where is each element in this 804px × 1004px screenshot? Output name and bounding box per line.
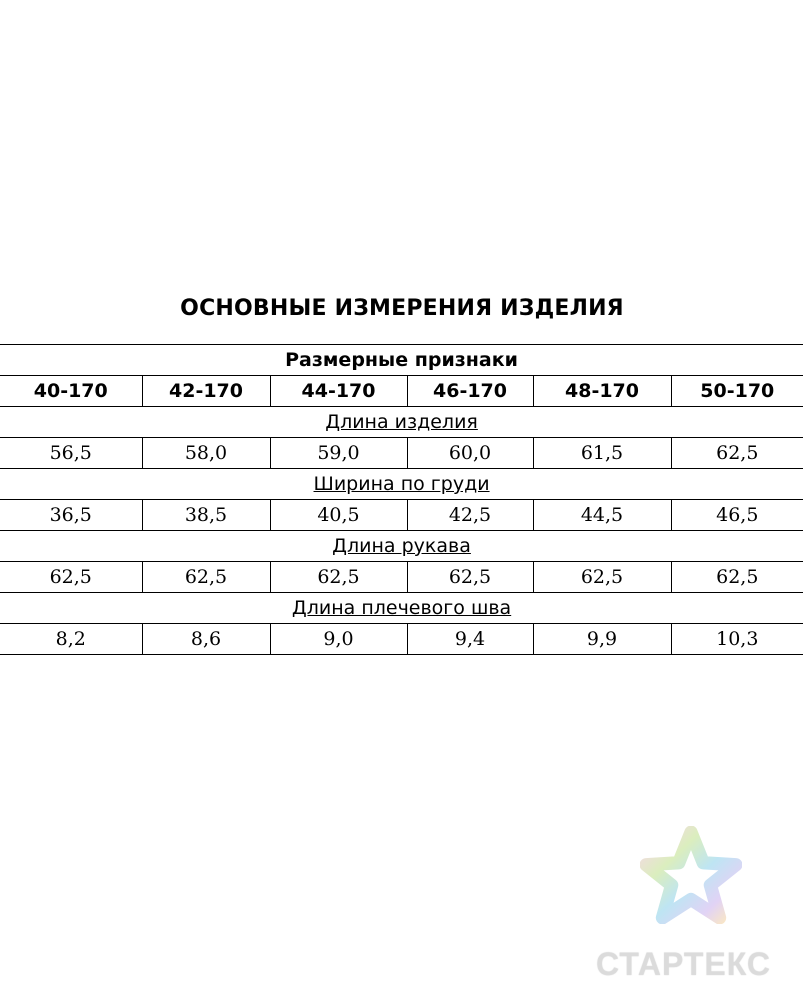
value-cell: 46,5	[671, 500, 803, 531]
value-cell: 8,6	[142, 624, 270, 655]
value-cell: 9,4	[407, 624, 533, 655]
table-header-row	[0, 345, 803, 376]
value-cell: 59,0	[270, 438, 407, 469]
table-row	[0, 624, 803, 655]
value-cell: 9,0	[270, 624, 407, 655]
measurements-table	[0, 344, 803, 655]
watermark-text: СТАРТЕКС	[596, 946, 771, 982]
table-row	[0, 500, 803, 531]
size-cell: 50-170	[671, 376, 803, 407]
section-row	[0, 407, 803, 438]
size-cell: 42-170	[142, 376, 270, 407]
value-cell: 42,5	[407, 500, 533, 531]
value-cell: 62,5	[142, 562, 270, 593]
sizes-row	[0, 376, 803, 407]
value-cell: 62,5	[533, 562, 671, 593]
value-cell: 62,5	[671, 438, 803, 469]
section-row	[0, 469, 803, 500]
value-cell: 62,5	[407, 562, 533, 593]
size-cell: 46-170	[407, 376, 533, 407]
section-title: Ширина по груди	[0, 469, 803, 500]
value-cell: 58,0	[142, 438, 270, 469]
value-cell: 38,5	[142, 500, 270, 531]
table-row	[0, 562, 803, 593]
section-row	[0, 531, 803, 562]
section-row	[0, 593, 803, 624]
value-cell: 61,5	[533, 438, 671, 469]
size-cell: 44-170	[270, 376, 407, 407]
value-cell: 62,5	[671, 562, 803, 593]
size-cell: 40-170	[0, 376, 142, 407]
table-row	[0, 438, 803, 469]
value-cell: 36,5	[0, 500, 142, 531]
value-cell: 60,0	[407, 438, 533, 469]
section-title: Длина плечевого шва	[0, 593, 803, 624]
section-title: Длина изделия	[0, 407, 803, 438]
section-title: Длина рукава	[0, 531, 803, 562]
page-title: ОСНОВНЫЕ ИЗМЕРЕНИЯ ИЗДЕЛИЯ	[180, 296, 624, 321]
value-cell: 44,5	[533, 500, 671, 531]
value-cell: 10,3	[671, 624, 803, 655]
value-cell: 9,9	[533, 624, 671, 655]
value-cell: 62,5	[0, 562, 142, 593]
value-cell: 62,5	[270, 562, 407, 593]
value-cell: 8,2	[0, 624, 142, 655]
value-cell: 40,5	[270, 500, 407, 531]
star-logo-icon	[640, 826, 742, 924]
size-cell: 48-170	[533, 376, 671, 407]
table-header: Размерные признаки	[0, 345, 803, 376]
value-cell: 56,5	[0, 438, 142, 469]
